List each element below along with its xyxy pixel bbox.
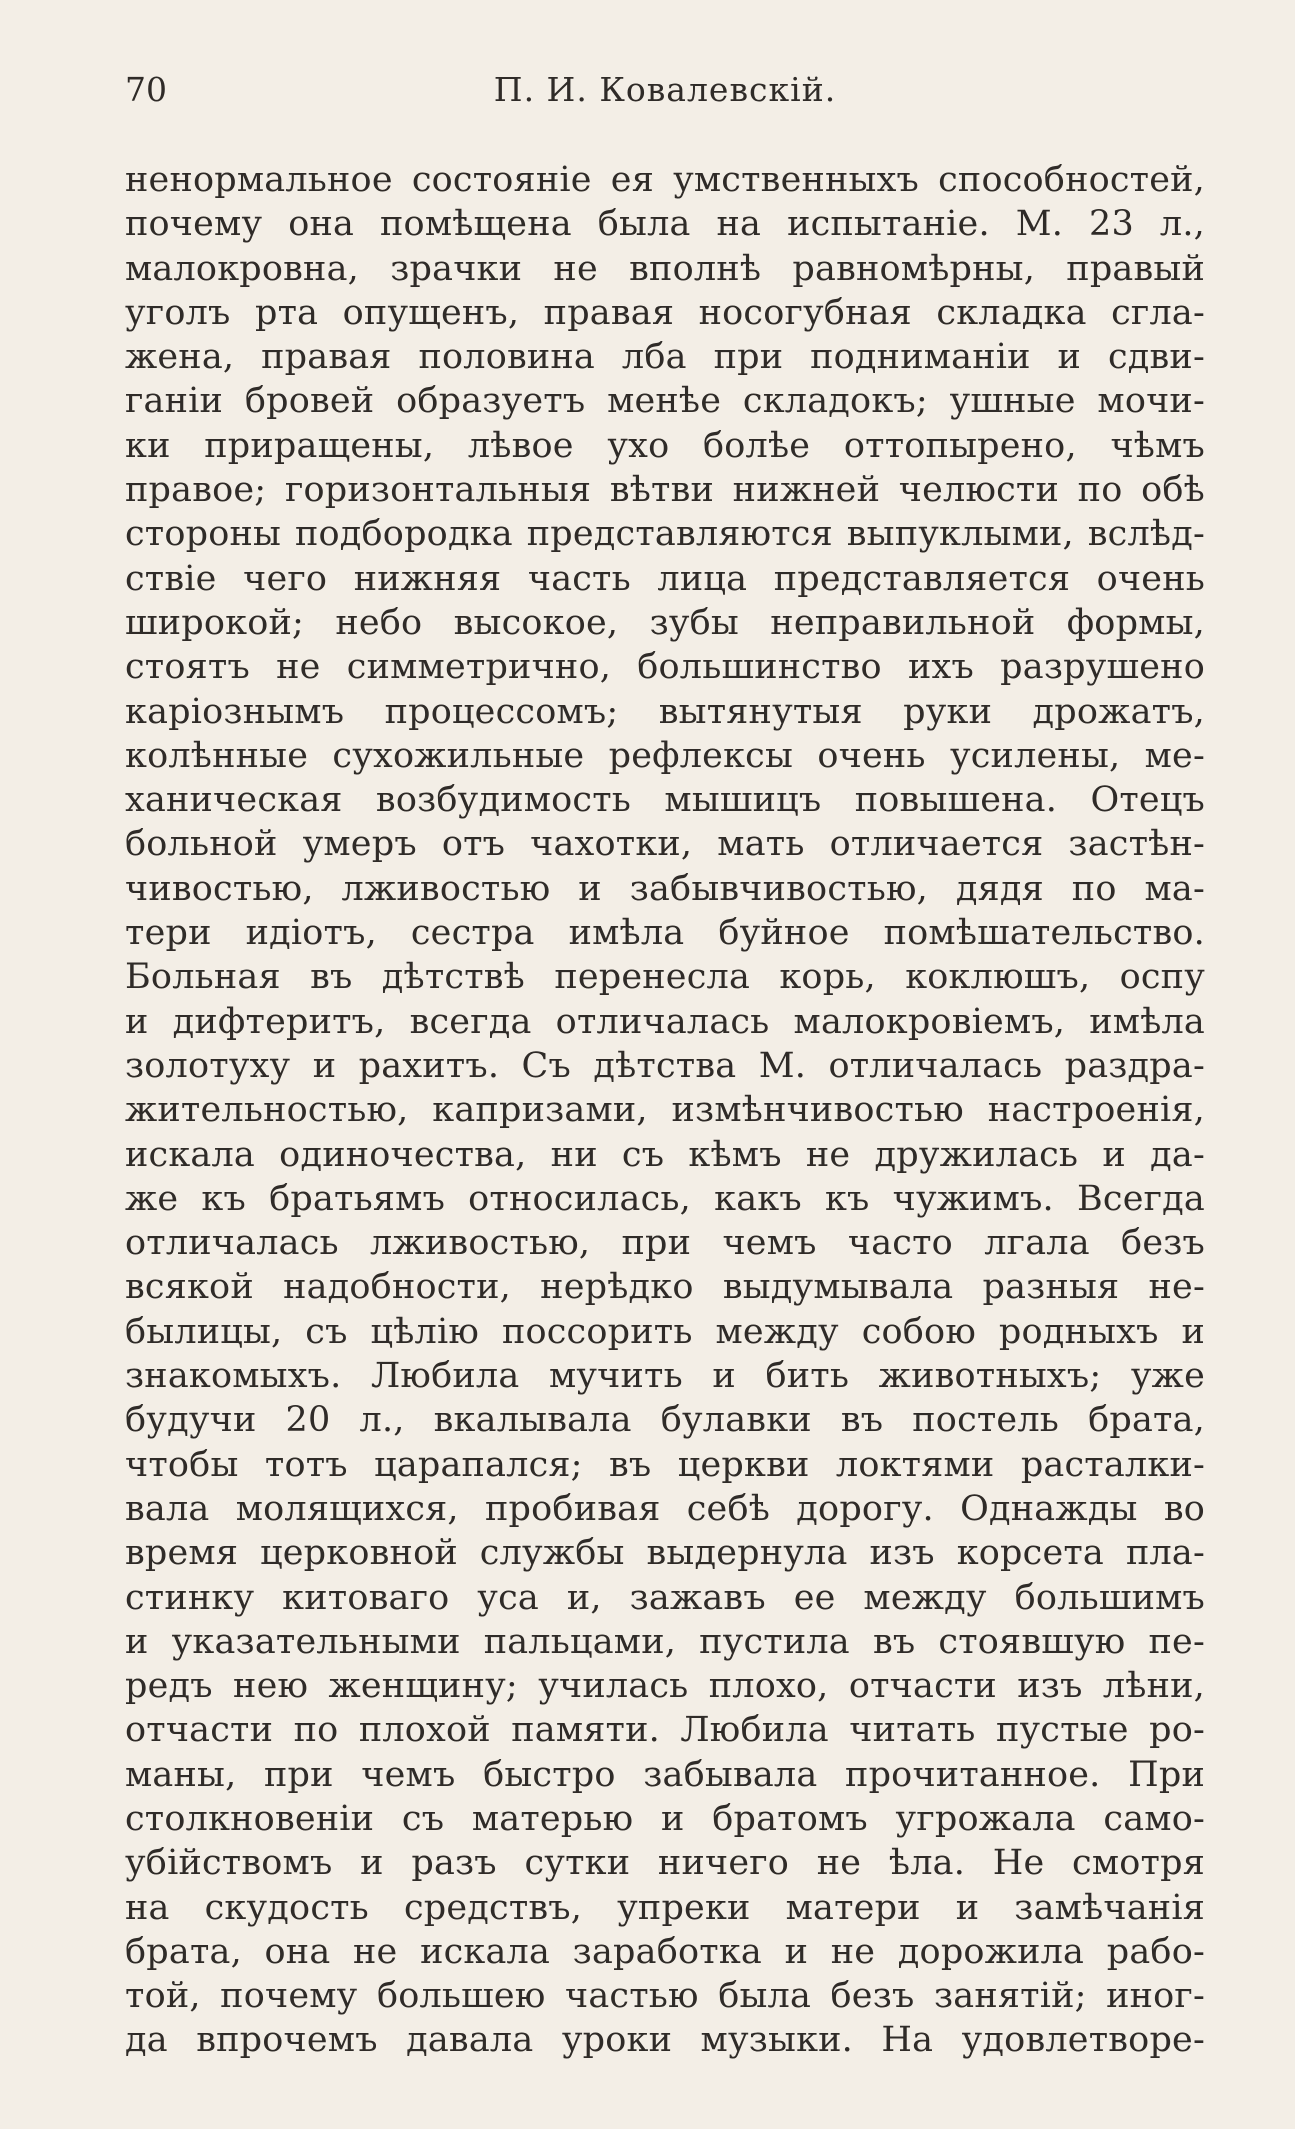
text-line: ганіи бровей образуетъ менѣе складокъ; ушные мочи-: [125, 381, 1205, 422]
text-line: ханическая возбудимость мышицъ повышена. Отецъ: [125, 780, 1205, 821]
text-line: искала одиночества, ни съ кѣмъ не дружилась и да-: [125, 1134, 1205, 1175]
text-line: той, почему большею частью была безъ занятій; иног-: [125, 1976, 1205, 2017]
text-line: редъ нею женщину; училась плохо, отчасти изъ лѣни,: [125, 1666, 1205, 1707]
text-line: будучи 20 л., вкалывала булавки въ постель брата,: [125, 1400, 1205, 1441]
text-line: и указательными пальцами, пустила въ стоявшую пе-: [125, 1621, 1205, 1662]
text-line: каріознымъ процессомъ; вытянутыя руки дрожатъ,: [125, 691, 1205, 732]
text-line: всякой надобности, нерѣдко выдумывала разныя не-: [125, 1267, 1205, 1308]
text-line: жена, правая половина лба при подниманіи и сдви-: [125, 337, 1205, 378]
text-line: колѣнные сухожильные рефлексы очень усилены, ме-: [125, 735, 1205, 776]
text-line: жительностью, капризами, измѣнчивостью настроенія,: [125, 1090, 1205, 1131]
text-line: Больная въ дѣтствѣ перенесла корь, коклюшъ, оспу: [125, 957, 1205, 998]
text-line: стоятъ не симметрично, большинство ихъ разрушено: [125, 647, 1205, 688]
text-line: столкновеніи съ матерью и братомъ угрожала само-: [125, 1798, 1205, 1839]
text-line: широкой; небо высокое, зубы неправильной формы,: [125, 602, 1205, 643]
running-title: П. И. Ковалевскій.: [493, 70, 837, 109]
text-line: отчасти по плохой памяти. Любила читать пустые ро-: [125, 1710, 1205, 1751]
text-line: убійствомъ и разъ сутки ничего не ѣла. Не смотря: [125, 1843, 1205, 1884]
text-line: же къ братьямъ относилась, какъ къ чужимъ. Всегда: [125, 1178, 1205, 1219]
text-line: и дифтеритъ, всегда отличалась малокровіемъ, имѣла: [125, 1001, 1205, 1042]
text-line: ствіе чего нижняя часть лица представляется очень: [125, 558, 1205, 599]
page-header: [125, 70, 1205, 120]
text-line: уголъ рта опущенъ, правая носогубная складка сгла-: [125, 292, 1205, 333]
text-line: чтобы тотъ царапался; въ церкви локтями расталки-: [125, 1444, 1205, 1485]
text-line: былицы, съ цѣлію поссорить между собою родныхъ и: [125, 1311, 1205, 1352]
text-line: вала молящихся, пробивая себѣ дорогу. Однажды во: [125, 1488, 1205, 1529]
text-line: ненормальное состояніе ея умственныхъ способностей,: [125, 160, 1205, 200]
text-line: на скудость средствъ, упреки матери и замѣчанія: [125, 1887, 1205, 1928]
text-line: брата, она не искала заработка и не дорожила рабо-: [125, 1931, 1205, 1972]
text-line: золотуху и рахитъ. Съ дѣтства М. отличалась раздра-: [125, 1045, 1205, 1086]
text-line: отличалась лживостью, при чемъ часто лгала безъ: [125, 1223, 1205, 1264]
text-line: правое; горизонтальныя вѣтви нижней челюсти по обѣ: [125, 470, 1205, 511]
text-line: стороны подбородка представляются выпуклыми, вслѣд-: [125, 514, 1205, 555]
text-line: почему она помѣщена была на испытаніе. М. 23 л.,: [125, 204, 1205, 245]
text-line: да впрочемъ давала уроки музыки. На удовлетворе-: [125, 2020, 1205, 2061]
body-text: [125, 158, 1205, 2063]
text-line: стинку китоваго уса и, зажавъ ее между большимъ: [125, 1577, 1205, 1618]
text-line: маны, при чемъ быстро забывала прочитанное. При: [125, 1754, 1205, 1795]
text-line: тери идіотъ, сестра имѣла буйное помѣшательство.: [125, 913, 1205, 954]
text-line: больной умеръ отъ чахотки, мать отличается застѣн-: [125, 824, 1205, 865]
text-line: знакомыхъ. Любила мучить и бить животныхъ; уже: [125, 1356, 1205, 1397]
text-line: время церковной службы выдернула изъ корсета пла-: [125, 1533, 1205, 1574]
text-line: малокровна, зрачки не вполнѣ равномѣрны, правый: [125, 248, 1205, 289]
text-line: чивостью, лживостью и забывчивостью, дядя по ма-: [125, 868, 1205, 909]
page-number: 70: [125, 70, 167, 109]
text-line: ки приращены, лѣвое ухо болѣе оттопырено, чѣмъ: [125, 425, 1205, 466]
